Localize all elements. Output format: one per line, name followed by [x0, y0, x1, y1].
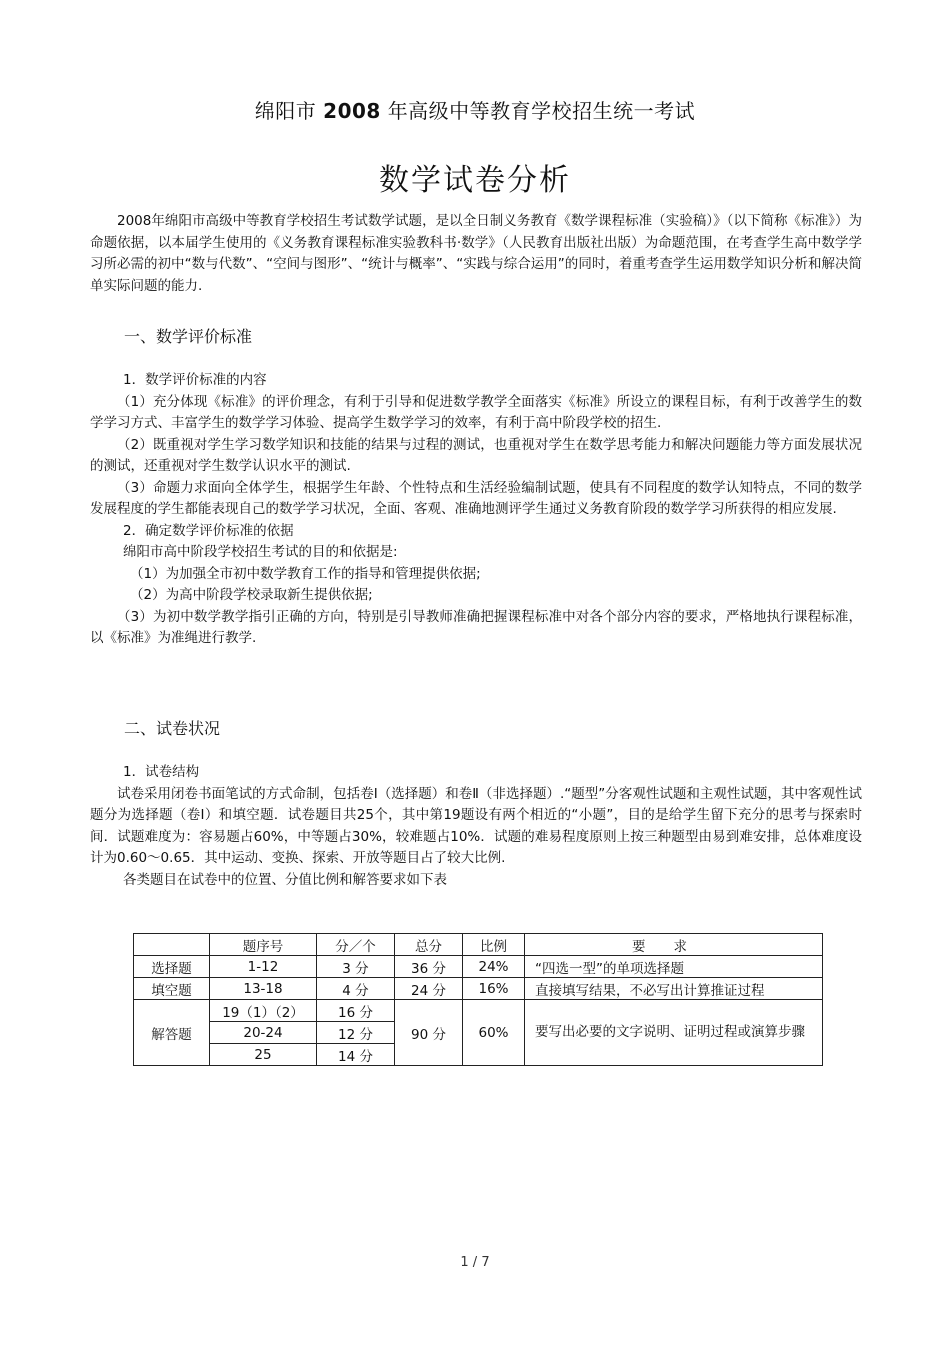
document-title — [0, 95, 950, 124]
table-header-cell: 分／个 — [317, 934, 395, 956]
section1-basis3: （3）为初中数学教学指引正确的方向，特别是引导教师准确把握课程标准中对各个部分内容的要求，严格地执行课程标准，以《标准》为准绳进行教学. — [90, 608, 862, 646]
table-row — [134, 1000, 823, 1022]
intro-block — [90, 211, 862, 297]
page-number: 1 / 7 — [460, 1255, 490, 1270]
section1-basis1: （1）为加强全市初中数学教育工作的指导和管理提供依据; — [130, 565, 481, 582]
table-header-cell — [134, 934, 210, 956]
section1-basis-intro: 绵阳市高中阶段学校招生考试的目的和依据是: — [123, 544, 398, 560]
title-prefix: 绵阳市 — [254, 99, 317, 123]
table-cell: 选择题 — [134, 956, 210, 978]
table-cell: 1-12 — [210, 956, 317, 978]
table-cell: 24% — [463, 956, 525, 978]
section2-sub1: 1．试卷结构 — [123, 764, 200, 780]
section1-sub2: 2．确定数学评价标准的依据 — [123, 522, 294, 539]
table-cell: 60% — [463, 1000, 525, 1066]
table-header-cell: 比例 — [463, 934, 525, 956]
section2-paragraph: 试卷采用闭卷书面笔试的方式命制，包括卷Ⅰ（选择题）和卷Ⅱ（非选择题）.“题型”分客观性试题和主观性试题，其中客观性试题分为选择题（卷Ⅰ）和填空题．试卷题目共25个，其中第19题设有两个相近的“小题”，目的是给学生留下充分的思考与探索时间．试题难度为：容易题占60%，中等题占30%，较难题占10%．试题的难易程度原则上按三种题型由易到难安排，总体难度设计为0.60～0.65．其中运动、变换、探索、开放等题目占了较大比例. — [90, 785, 862, 866]
section1-basis2: （2）为高中阶段学校录取新生提供依据; — [130, 587, 373, 603]
table-header-cell: 要求 — [525, 934, 823, 956]
table-header-row — [134, 934, 823, 956]
title-suffix: 年高级中等教育学校招生统一考试 — [387, 99, 696, 123]
section1-body — [90, 370, 862, 650]
document-subtitle: 数学试卷分析 — [379, 163, 571, 198]
table-row — [134, 956, 823, 978]
table-cell: 解答题 — [134, 1000, 210, 1066]
table-cell: 36 分 — [395, 956, 463, 978]
table-row — [134, 978, 823, 1000]
section2-body — [90, 762, 862, 891]
section1-item2: （2）既重视对学生学习数学知识和技能的结果与过程的测试，也重视对学生在数学思考能力和解决问题能力等方面发展状况的测试，还重视对学生数学认识水平的测试. — [90, 436, 862, 474]
table-cell: 4 分 — [317, 978, 395, 1000]
intro-paragraph: 2008年绵阳市高级中等教育学校招生考试数学试题，是以全日制义务教育《数学课程标准（实验稿）》（以下简称《标准》）为命题依据，以本届学生使用的《义务教育课程标准实验教科书·数学》（人民教育出版社出版）为命题范围，在考查学生高中数学学习所必需的初中“数与代数”、“空间与图形”、“统计与概率”、“实践与综合运用”的同时，着重考查学生运用数学知识分析和解决简单实际问题的能力. — [90, 213, 862, 294]
table-cell: 16 分 — [317, 1000, 395, 1022]
table-cell: 3 分 — [317, 956, 395, 978]
section2-heading: 二、试卷状况 — [124, 719, 221, 738]
section2-table-intro: 各类题目在试卷中的位置、分值比例和解答要求如下表 — [123, 871, 447, 888]
table-cell: 14 分 — [317, 1044, 395, 1066]
table-cell: 直接填写结果，不必写出计算推证过程 — [525, 978, 823, 1000]
table-cell: 20-24 — [210, 1022, 317, 1044]
question-distribution-table — [133, 933, 823, 1066]
table-cell: 填空题 — [134, 978, 210, 1000]
table-cell: 19（1）（2） — [210, 1000, 317, 1022]
title-year: 2008 — [323, 99, 381, 123]
section1-sub1: 1．数学评价标准的内容 — [123, 372, 267, 388]
section1-heading: 一、数学评价标准 — [124, 327, 253, 346]
table-header-cell: 题序号 — [210, 934, 317, 956]
section1-item1: （1）充分体现《标准》的评价理念，有利于引导和促进数学教学全面落实《标准》所设立的课程目标，有利于改善学生的数学学习方式、丰富学生的数学学习体验、提高学生数学学习的效率，有利于高中阶段学校的招生. — [90, 393, 862, 431]
table-header-cell: 总分 — [395, 934, 463, 956]
table-cell: 要写出必要的文字说明、证明过程或演算步骤 — [525, 1000, 823, 1066]
table-cell: 13-18 — [210, 978, 317, 1000]
table-cell: 12 分 — [317, 1022, 395, 1044]
table-cell: “四选一型”的单项选择题 — [525, 956, 823, 978]
section1-item3: （3）命题力求面向全体学生，根据学生年龄、个性特点和生活经验编制试题，使具有不同程度的数学认知特点，不同的数学发展程度的学生都能表现自己的数学学习状况，全面、客观、准确地测评学生通过义务教育阶段的数学学习所获得的相应发展. — [90, 479, 862, 517]
table-cell: 24 分 — [395, 978, 463, 1000]
table-cell: 90 分 — [395, 1000, 463, 1066]
table-cell: 25 — [210, 1044, 317, 1066]
table-cell: 16% — [463, 978, 525, 1000]
